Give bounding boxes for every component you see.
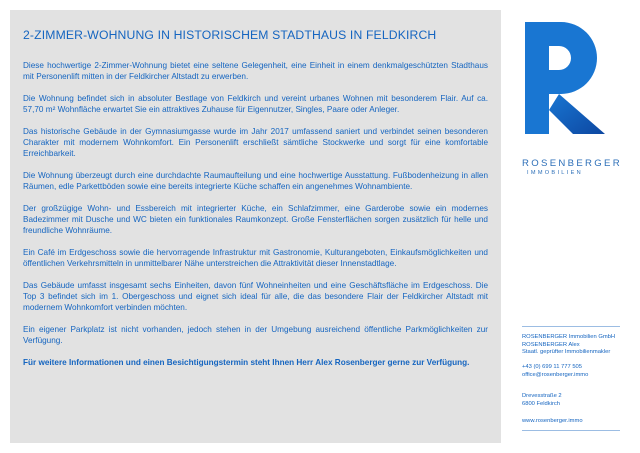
contact-city: 6800 Feldkirch: [522, 400, 561, 407]
paragraph-location: Die Wohnung befindet sich in absoluter Bestlage von Feldkirch und vereint urbanes Wohnen mit besonderem Flair. Auf ca. 57,70 m² Wohnfläche erwartet Sie ein attraktives Zuhause für Eigennutzer, Singles, Paare oder Anleger.: [23, 94, 488, 114]
paragraph-features: Die Wohnung überzeugt durch eine durchdachte Raumaufteilung und eine hochwertige Ausstattung. Fußbodenheizung in allen Räumen, edle Parkettböden sowie eine bereits integrierte Küche schaffen ein angenehmes Wohnambiente.: [23, 171, 488, 191]
contact-street: Drevesstraße 2: [522, 393, 562, 399]
paragraph-closing: Für weitere Informationen und einen Besichtigungstermin steht Ihnen Herr Alex Rosenberger gerne zur Verfügung.: [23, 358, 470, 367]
contact-divider-bottom: [522, 430, 620, 431]
description-body: [23, 60, 488, 379]
contact-company: ROSENBERGER Immobilien GmbH: [522, 334, 616, 340]
contact-divider-top: [522, 326, 620, 327]
contact-role: Staatl. geprüfter Immobilienmakler: [522, 349, 611, 355]
paragraph-rooms: Der großzügige Wohn- und Essbereich mit integrierter Küche, ein Schlafzimmer, eine Garderobe sowie ein modernes Badezimmer mit Dusche und WC bieten ein funktionales Raumkonzept. Große Fensterflächen sorgen zusätzlich für helle und freundliche Wohnräume.: [23, 204, 488, 235]
contact-email[interactable]: office@rosenberger.immo: [522, 371, 589, 378]
brand-name: ROSENBERGER: [522, 158, 622, 169]
contact-website[interactable]: www.rosenberger.immo: [522, 418, 583, 424]
contact-person: ROSENBERGER Alex: [522, 341, 580, 348]
contact-phone[interactable]: +43 (0) 699 11 777 505: [522, 364, 583, 370]
brand-subtitle: IMMOBILIEN: [527, 170, 583, 176]
paragraph-building: Das historische Gebäude in der Gymnasiumgasse wurde im Jahr 2017 umfassend saniert und verbindet seinen besonderen Charakter mit modernem Wohnkomfort. Ein Personenlift erschließt sämtliche Stockwerke und sorgt für eine komfortable Erreichbarkeit.: [23, 127, 488, 158]
paragraph-parking: Ein eigener Parkplatz ist nicht vorhanden, jedoch stehen in der Umgebung ausreichend öffentliche Parkmöglichkeiten zur Verfügung.: [23, 325, 488, 345]
rosenberger-r-logo-icon: [525, 22, 605, 134]
contact-block-reach: [522, 364, 588, 379]
page-title: 2-ZIMMER-WOHNUNG IN HISTORISCHEM STADTHAUS IN FELDKIRCH: [23, 28, 437, 42]
paragraph-intro: Diese hochwertige 2-Zimmer-Wohnung bietet eine seltene Gelegenheit, eine Einheit in einem denkmalgeschützten Stadthaus mit Personenlift mitten in der Feldkircher Altstadt zu erwerben.: [23, 61, 488, 81]
paragraph-units: Das Gebäude umfasst insgesamt sechs Einheiten, davon fünf Wohneinheiten und eine Geschäftsfläche im Erdgeschoss. Die Top 3 befindet sich im 1. Obergeschoss und eignet sich ideal für alle, die das besondere Flair der Feldkircher Altstadt mit modernem Wohnkomfort verbinden möchten.: [23, 281, 488, 312]
paragraph-infrastructure: Ein Café im Erdgeschoss sowie die hervorragende Infrastruktur mit Gastronomie, Kulturangeboten, Einkaufsmöglichkeiten und öffentlichen Verkehrsmitteln in unmittelbarer Nähe unterstreichen die Attraktivität dieser Innenstadtlage.: [23, 248, 488, 268]
contact-block-address: [522, 393, 562, 408]
contact-block-company: [522, 334, 615, 357]
